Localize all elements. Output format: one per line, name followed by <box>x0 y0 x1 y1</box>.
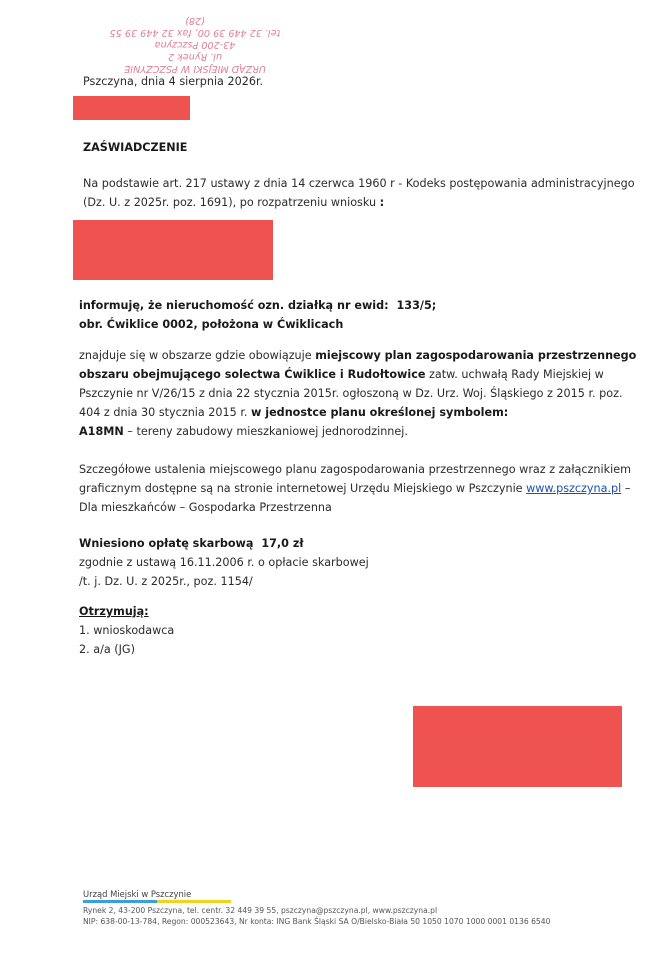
stamp-line: (28) <box>185 15 205 26</box>
stamp-line: tel. 32 449 39 00, fax 32 449 39 55 <box>109 27 281 38</box>
body-line <box>79 346 649 365</box>
details-line: Dla mieszkańców – Gospodarka Przestrzenna <box>79 501 332 514</box>
intro-line <box>83 193 643 212</box>
place-date: Pszczyna, dnia 4 sierpnia 2026r. <box>83 75 264 88</box>
inform-text: informuję, że nieruchomość ozn. działką nr ewid: <box>79 299 389 312</box>
fee-line: zgodnie z ustawą 16.11.2006 r. o opłacie skarbowej <box>79 556 369 569</box>
fee-line: /t. j. Dz. U. z 2025r., poz. 1154/ <box>79 575 253 588</box>
plan-symbol: A18MN <box>79 425 124 438</box>
body-bold: w jednostce planu określonej symbolem: <box>251 406 509 419</box>
body-text: 404 z dnia 30 stycznia 2015 r. <box>79 406 248 419</box>
details-paragraph <box>79 460 654 517</box>
body-paragraph <box>79 346 649 441</box>
fee-paragraph <box>79 534 479 591</box>
body-line <box>79 422 649 441</box>
intro-colon: : <box>379 196 385 209</box>
body-text: – tereny zabudowy mieszkaniowej jednorodzinnej. <box>127 425 408 438</box>
intro-paragraph <box>83 174 643 212</box>
footer-bar-yellow <box>157 900 231 903</box>
footer-organization: Urząd Miejski w Pszczynie <box>83 889 192 899</box>
recipient-item: 1. wnioskodawca <box>79 624 175 637</box>
redacted-block <box>73 96 190 120</box>
body-bold: miejscowy plan zagospodarowania przestrzennego <box>315 349 637 362</box>
inform-line <box>79 296 639 315</box>
footer-bank: NIP: 638-00-13-784, Regon: 000523643, Nr konta: ING Bank Śląski SA O/Bielsko-Biała 50 1050 1070 1000 0001 0136 6540 <box>83 917 551 926</box>
footer-address: Rynek 2, 43-200 Pszczyna, tel. centr. 32 449 39 55, pszczyna@pszczyna.pl, www.pszczyna.pl <box>83 906 438 915</box>
inform-line: obr. Ćwiklice 0002, położona w Ćwiklicach <box>79 318 344 331</box>
body-line <box>79 403 649 422</box>
intro-line: Na podstawie art. 217 ustawy z dnia 14 czerwca 1960 r - Kodeks postępowania administracyjnego <box>83 177 635 190</box>
body-text: znajduje się w obszarze gdzie obowiązuje <box>79 349 312 362</box>
body-text: zatw. uchwałą Rady Miejskiej w <box>429 368 604 381</box>
body-line: Pszczynie nr V/26/15 z dnia 22 stycznia 2015r. ogłoszoną w Dz. Urz. Woj. Śląskiego z 2015 r. poz. <box>79 387 623 400</box>
details-line: Szczegółowe ustalenia miejscowego planu zagospodarowania przestrzennego wraz z załącznikiem <box>79 463 631 476</box>
recipient-item: 2. a/a (JG) <box>79 643 135 656</box>
stamp-line: 43-200 Pszczyna <box>154 39 236 50</box>
body-bold: obszaru obejmującego solectwa Ćwiklice i Rudołtowice <box>79 368 426 381</box>
redacted-block <box>73 220 273 280</box>
details-line <box>79 479 654 498</box>
details-text: graficznym dostępne są na stronie internetowej Urzędu Miejskiego w Pszczynie <box>79 482 523 495</box>
fee-amount: 17,0 zł <box>261 537 304 550</box>
parcel-number: 133/5; <box>396 299 437 312</box>
office-stamp <box>100 14 290 74</box>
stamp-line: ul. Rynek 2 <box>168 51 222 62</box>
fee-line <box>79 534 479 553</box>
document-title: ZAŚWIADCZENIE <box>83 141 188 154</box>
website-link[interactable]: www.pszczyna.pl <box>526 482 622 495</box>
redacted-block <box>413 706 622 787</box>
recipients-title: Otrzymują: <box>79 605 149 618</box>
intro-line-text: (Dz. U. z 2025r. poz. 1691), po rozpatrzeniu wniosku <box>83 196 377 209</box>
body-line <box>79 365 649 384</box>
fee-text: Wniesiono opłatę skarbową <box>79 537 254 550</box>
stamp-line: URZĄD MIEJSKI W PSZCZYNIE <box>124 63 266 74</box>
details-dash: – <box>624 482 631 495</box>
recipients-section <box>79 602 174 659</box>
inform-paragraph <box>79 296 639 334</box>
footer-bar-blue <box>83 900 157 903</box>
